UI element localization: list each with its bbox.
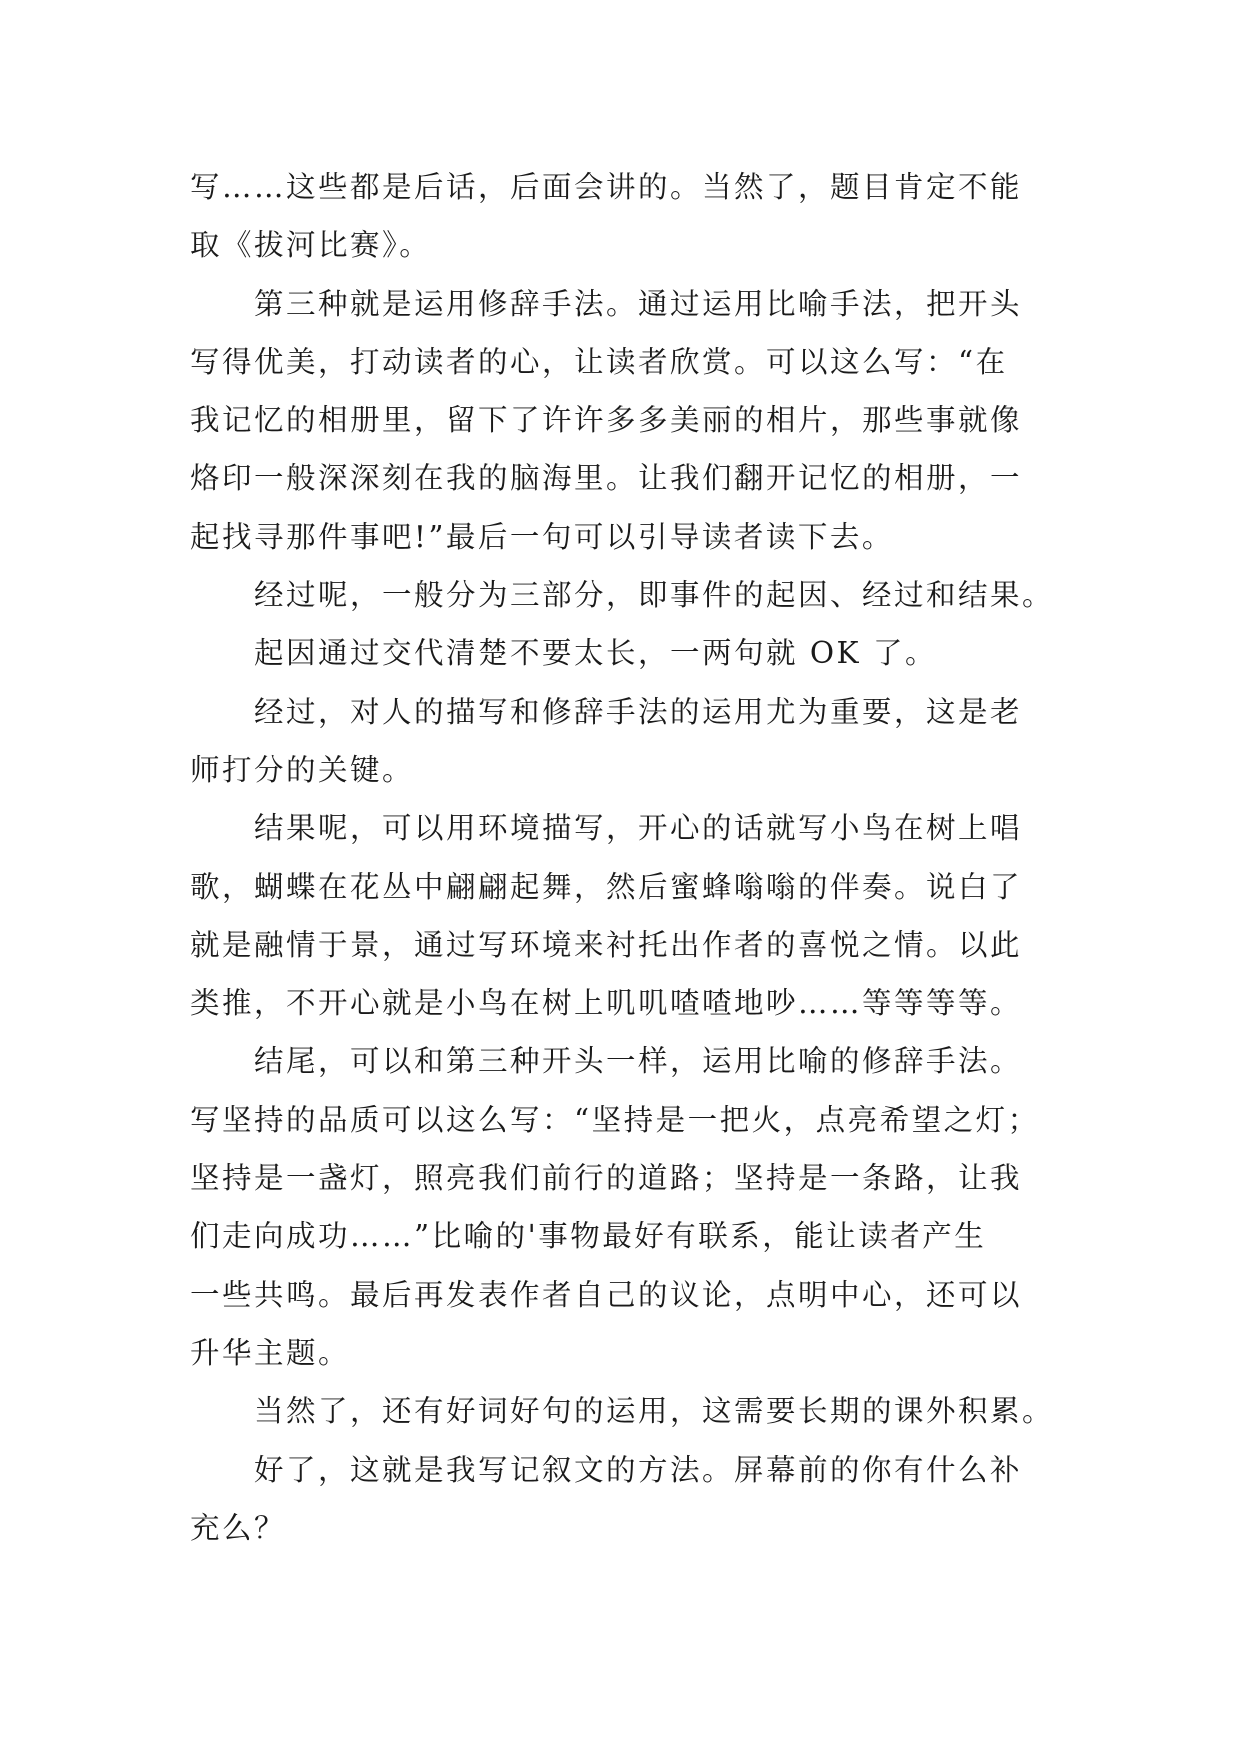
text-line: 就是融情于景，通过写环境来衬托出作者的喜悦之情。以此 xyxy=(190,927,1023,962)
article-body xyxy=(190,158,1070,1557)
text-line: 当然了，还有好词好句的运用，这需要长期的课外积累。 xyxy=(254,1394,1055,1429)
text-line: 经过呢，一般分为三部分，即事件的起因、经过和结果。 xyxy=(254,578,1055,613)
text-line: 写得优美，打动读者的心，让读者欣赏。可以这么写：“在 xyxy=(190,344,1008,379)
text-line: 师打分的关键。 xyxy=(190,752,415,787)
text-line: 们走向成功……”比喻的'事物最好有联系，能让读者产生 xyxy=(190,1219,987,1254)
text-line: 起找寻那件事吧!”最后一句可以引导读者读下去。 xyxy=(190,519,894,554)
text-line: 经过，对人的描写和修辞手法的运用尤为重要，这是老 xyxy=(254,694,1023,729)
text-line: 我记忆的相册里，留下了许许多多美丽的相片，那些事就像 xyxy=(190,403,1023,438)
text-line: 起因通过交代清楚不要太长，一两句就 OK 了。 xyxy=(254,636,937,671)
text-line: 写……这些都是后话，后面会讲的。当然了，题目肯定不能 xyxy=(190,170,1023,204)
text-line: 一些共鸣。最后再发表作者自己的议论，点明中心，还可以 xyxy=(190,1277,1023,1312)
text-line: 第三种就是运用修辞手法。通过运用比喻手法，把开头 xyxy=(254,286,1023,321)
text-line: 写坚持的品质可以这么写：“坚持是一把火，点亮希望之灯； xyxy=(190,1102,1040,1137)
text-line: 结尾，可以和第三种开头一样，运用比喻的修辞手法。 xyxy=(254,1044,1023,1079)
text-line: 类推，不开心就是小鸟在树上叽叽喳喳地吵……等等等等。 xyxy=(190,986,1023,1021)
text-line: 烙印一般深深刻在我的脑海里。让我们翻开记忆的相册，一 xyxy=(190,461,1023,496)
text-line: 坚持是一盏灯，照亮我们前行的道路；坚持是一条路，让我 xyxy=(190,1161,1023,1196)
text-line: 取《拔河比赛》。 xyxy=(190,228,432,263)
text-line: 升华主题。 xyxy=(190,1335,351,1370)
text-line: 结果呢，可以用环境描写，开心的话就写小鸟在树上唱 xyxy=(254,811,1023,846)
text-line: 歌，蝴蝶在花丛中翩翩起舞，然后蜜蜂嗡嗡的伴奏。说白了 xyxy=(190,869,1023,904)
text-line: 好了，这就是我写记叙文的方法。屏幕前的你有什么补 xyxy=(254,1452,1023,1487)
text-line: 充么？ xyxy=(190,1510,287,1545)
